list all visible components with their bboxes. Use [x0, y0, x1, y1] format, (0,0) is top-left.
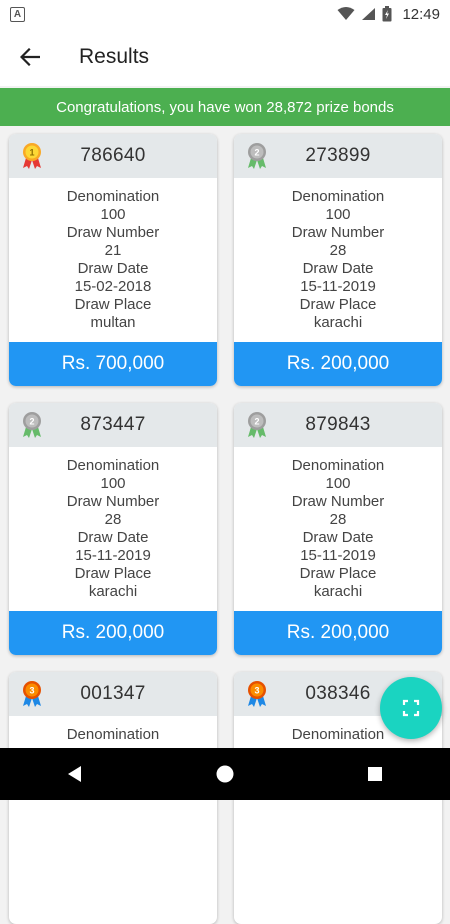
fullscreen-icon	[402, 699, 420, 717]
draw-place-label: Draw Place	[299, 296, 377, 313]
silver-medal-icon	[21, 411, 43, 439]
card-header	[9, 134, 217, 178]
medal-rank: 2	[254, 416, 260, 427]
denomination-value: 100	[325, 475, 351, 492]
draw-place-value: multan	[90, 314, 136, 331]
bond-number: 879843	[305, 414, 371, 435]
draw-date-value: 15-11-2019	[75, 547, 151, 564]
silver-medal-icon	[246, 142, 268, 170]
card-body	[234, 178, 442, 332]
draw-number-value: 28	[104, 511, 122, 528]
result-card[interactable]	[234, 134, 442, 386]
battery-icon	[382, 6, 392, 22]
card-body	[9, 716, 217, 744]
draw-place-value: karachi	[88, 583, 138, 600]
silver-medal-icon	[246, 411, 268, 439]
draw-place-label: Draw Place	[74, 296, 152, 313]
draw-date-label: Draw Date	[77, 260, 149, 277]
medal-rank: 2	[29, 416, 35, 427]
nav-home-button[interactable]	[195, 748, 255, 800]
app-bar	[0, 28, 450, 86]
bond-number: 873447	[80, 414, 146, 435]
congratulations-banner: Congratulations, you have won 28,872 prize bonds	[0, 88, 450, 126]
medal-rank: 2	[254, 147, 260, 158]
draw-number-value: 28	[329, 511, 347, 528]
result-card[interactable]	[9, 134, 217, 386]
denomination-value: 100	[100, 206, 126, 223]
arrow-left-icon	[20, 48, 40, 66]
signal-icon	[361, 7, 376, 21]
prize-amount: Rs. 200,000	[234, 611, 442, 655]
nav-home-icon	[215, 764, 235, 784]
status-time: 12:49	[402, 5, 440, 23]
status-left	[10, 7, 25, 22]
result-card[interactable]	[9, 403, 217, 655]
medal-rank: 1	[29, 147, 35, 158]
draw-date-label: Draw Date	[77, 529, 149, 546]
denomination-value: 100	[100, 475, 126, 492]
denomination-label: Denomination	[291, 188, 385, 205]
card-body	[9, 447, 217, 601]
denomination-label: Denomination	[66, 726, 160, 743]
draw-number-value: 28	[329, 242, 347, 259]
draw-place-label: Draw Place	[74, 565, 152, 582]
draw-number-label: Draw Number	[291, 224, 385, 241]
card-header	[234, 134, 442, 178]
wifi-icon	[337, 7, 355, 21]
denomination-value: 100	[325, 206, 351, 223]
denomination-label: Denomination	[66, 188, 160, 205]
bond-number: 786640	[80, 145, 146, 166]
nav-recents-button[interactable]	[345, 748, 405, 800]
card-header	[9, 672, 217, 716]
draw-date-label: Draw Date	[302, 260, 374, 277]
denomination-label: Denomination	[66, 457, 160, 474]
draw-number-value: 21	[104, 242, 122, 259]
prize-amount: Rs. 700,000	[9, 342, 217, 386]
a-icon: A	[10, 7, 25, 22]
nav-recents-icon	[367, 766, 383, 782]
denomination-label: Denomination	[291, 726, 385, 743]
bronze-medal-icon	[246, 680, 268, 708]
prize-amount: Rs. 200,000	[9, 611, 217, 655]
gold-medal-icon	[21, 142, 43, 170]
bronze-medal-icon	[21, 680, 43, 708]
bond-number: 038346	[305, 683, 371, 704]
card-body	[9, 178, 217, 332]
back-button[interactable]	[0, 28, 60, 86]
prize-amount: Rs. 200,000	[234, 342, 442, 386]
draw-date-value: 15-11-2019	[300, 278, 376, 295]
draw-date-label: Draw Date	[302, 529, 374, 546]
draw-date-value: 15-02-2018	[74, 278, 152, 295]
bond-number: 273899	[305, 145, 371, 166]
medal-rank: 3	[254, 685, 260, 696]
navigation-bar	[0, 748, 450, 800]
draw-number-label: Draw Number	[66, 224, 160, 241]
status-right	[337, 6, 440, 23]
card-header	[9, 403, 217, 447]
page-title: Results	[79, 45, 150, 68]
card-body	[234, 447, 442, 601]
draw-date-value: 15-11-2019	[300, 547, 376, 564]
draw-number-label: Draw Number	[66, 493, 160, 510]
card-header	[234, 403, 442, 447]
status-bar	[0, 0, 450, 28]
draw-place-value: karachi	[313, 583, 363, 600]
draw-number-label: Draw Number	[291, 493, 385, 510]
nav-back-icon	[66, 765, 84, 783]
result-card[interactable]	[234, 403, 442, 655]
draw-place-value: karachi	[313, 314, 363, 331]
draw-place-label: Draw Place	[299, 565, 377, 582]
medal-rank: 3	[29, 685, 35, 696]
denomination-label: Denomination	[291, 457, 385, 474]
bond-number: 001347	[80, 683, 146, 704]
fullscreen-button[interactable]	[380, 677, 442, 739]
nav-back-button[interactable]	[45, 748, 105, 800]
